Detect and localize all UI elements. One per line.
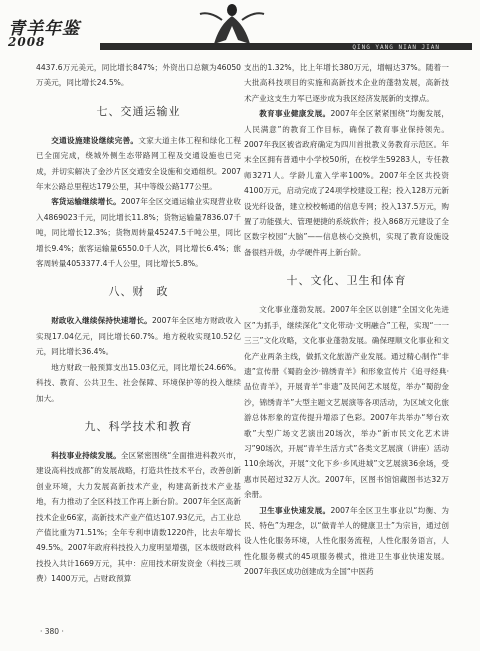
yearbook-title: 青羊年鉴 <box>8 19 80 39</box>
paragraph-body: 文家大道主体工程和绿化工程已全面完成，绕城外侧生态带路网工程及交通设施也已完成，并切实解决了金沙片区交通安全设施和交通组织。2007年末公路总里程达179公里，其中等级公路177公里。 <box>36 135 242 192</box>
section-heading-culture: 十、文化、卫生和体育 <box>286 274 407 288</box>
paragraph-lead: 科技事业持续发展。 <box>51 450 121 460</box>
paragraph <box>244 503 449 580</box>
paragraph-lead: 交通设施建设继续完善。 <box>51 135 139 145</box>
paragraph-body: 2007年全区地方财政收入实现17.04亿元，同比增长60.7%。地方税收实现10.52亿元，同比增长36.4%。 <box>36 316 242 357</box>
paragraph-lead: 客货运输继续增长。 <box>51 197 121 207</box>
paragraph: 支出的1.32%，比上年增长380万元，增幅达37%。随着一大批高科技项目的实施和高新技术企业的蓬勃发展，高新技术产业这支生力军已逐步成为我区经济发展新的支撑点。 <box>244 63 449 103</box>
paragraph-body: 2007年全区紧紧围绕“均衡发展，人民满意”的教育工作目标，确保了教育事业保持领先。2007年我区被省政府确定为四川首批教义务教育示范区。年末全区拥有普通中小学校50所，在校学生59283人，专任教师3271人。学龄儿童入学率100%。2007年全区共投资4100万元，启动完成了24项学校建设工程；投入128万元新设光纤设备，建立校校畅通的信息专网；投入137.5万元，购置了功能强大、管理便捷的系统软件；投入868万元建设了全区数字校园“大脑”——信息核心交换机，实现了教育设施设备很档升级，办学硬件再上新台阶。 <box>244 109 450 257</box>
paragraph-body: 2007年全区交通运输业实现营业收入4869023千元，同比增长11.8%；货物运输量7836.07千吨，同比增长12.3%；货物周转量45247.5千吨公里，同比增长9.4%；旅客运输量6550.0千人次，同比增长6.4%；旅客周转量4053377.4千人公里，同比增长5.8%。 <box>36 197 242 269</box>
section-heading-transport: 七、交通运输业 <box>96 104 181 118</box>
paragraph <box>244 106 449 260</box>
paragraph <box>36 313 241 359</box>
paragraph <box>36 448 241 587</box>
paragraph-body: 全区紧密围绕“全面推进科教兴市，建设高科技成都”的发展战略，打造共性技术平台，改善创新创业环境，大力发展高新技术产业，构建高新技术产业基地，有力推动了全区科技工作再上新台阶。2007年全区高新技术企业66家，高新技术产业产值达107.93亿元，占工业总产值比重为71.51%；全年专利申请数1220件，比去年增长49.5%。2007年政府科技投入力度明显增强，区本级财政科技投入共计1669万元，其中：应用技术研发资金（科技三项费）1400万元，占财政预算 <box>36 450 241 584</box>
page-number: · 380 · <box>40 627 64 636</box>
paragraph-body: 2007年全区卫生事业以“均衡、为民、特色”为理念，以“做青羊人的健康卫士”为宗旨，通过创设人性化服务环境，人性化服务流程，人性化服务语言，人性化服务模式的45项服务模式，推进卫生事业快速发展。2007年我区成功创建成为全国“中医药 <box>244 505 450 577</box>
section-heading-finance: 八、财 政 <box>108 285 169 299</box>
paragraph-lead: 卫生事业快速发展。 <box>259 505 331 515</box>
paragraph: 地方财政一般预算支出15.03亿元，同比增长24.66%。科技、教育、公共卫生、社会保障、环境保护等的投入继续加大。 <box>36 362 241 403</box>
paragraph: 文化事业蓬勃发展。2007年全区以创建“全国文化先进区”为抓手，继续深化“文化带动·文明融合”工程，实现“一一三三”文化攻略，文化事业蓬勃发展。确保理顺文化事业和文化产业两条主线，做抓文化旅游产业发展。通过精心制作“非遗”宣传册《蜀韵金沙·锦绣青羊》和形象宣传片《追寻经典·品位青羊》，开展青羊“非遗”及民间艺术展览，举办“蜀韵金沙，锦绣青羊”大型主题文艺展演等各项活动，为区域文化旅游总体形象的宣传提升增添了色彩。2007年共举办“琴台欢歌”大型广场文艺演出20场次，举办“新市民文化艺术讲习”90场次，开展“青羊生活方式”各类文艺展演（讲座）活动110余场次，开展“文化下乡·乡风进城”文艺展演36余场，受惠市民超过32万人次。2007年，区图书馆馆藏图书达32万余册。 <box>244 305 449 500</box>
paragraph-lead: 教育事业健康发展。 <box>259 109 331 119</box>
paragraph: 4437.6万元美元，同比增长847%；外资出口总额为46050万美元，同比增长24.5%。 <box>36 63 241 88</box>
right-column <box>244 60 449 580</box>
paragraph-lead: 财政收入继续保持快速增长。 <box>51 316 152 326</box>
paragraph <box>36 194 241 271</box>
paragraph <box>36 133 241 195</box>
header-band-text: QING YANG NIAN JIAN <box>352 44 440 51</box>
section-heading-science: 九、科学技术和教育 <box>84 419 193 433</box>
page-header <box>0 0 480 58</box>
left-column <box>36 60 241 587</box>
yearbook-year: 2008 <box>8 35 46 49</box>
